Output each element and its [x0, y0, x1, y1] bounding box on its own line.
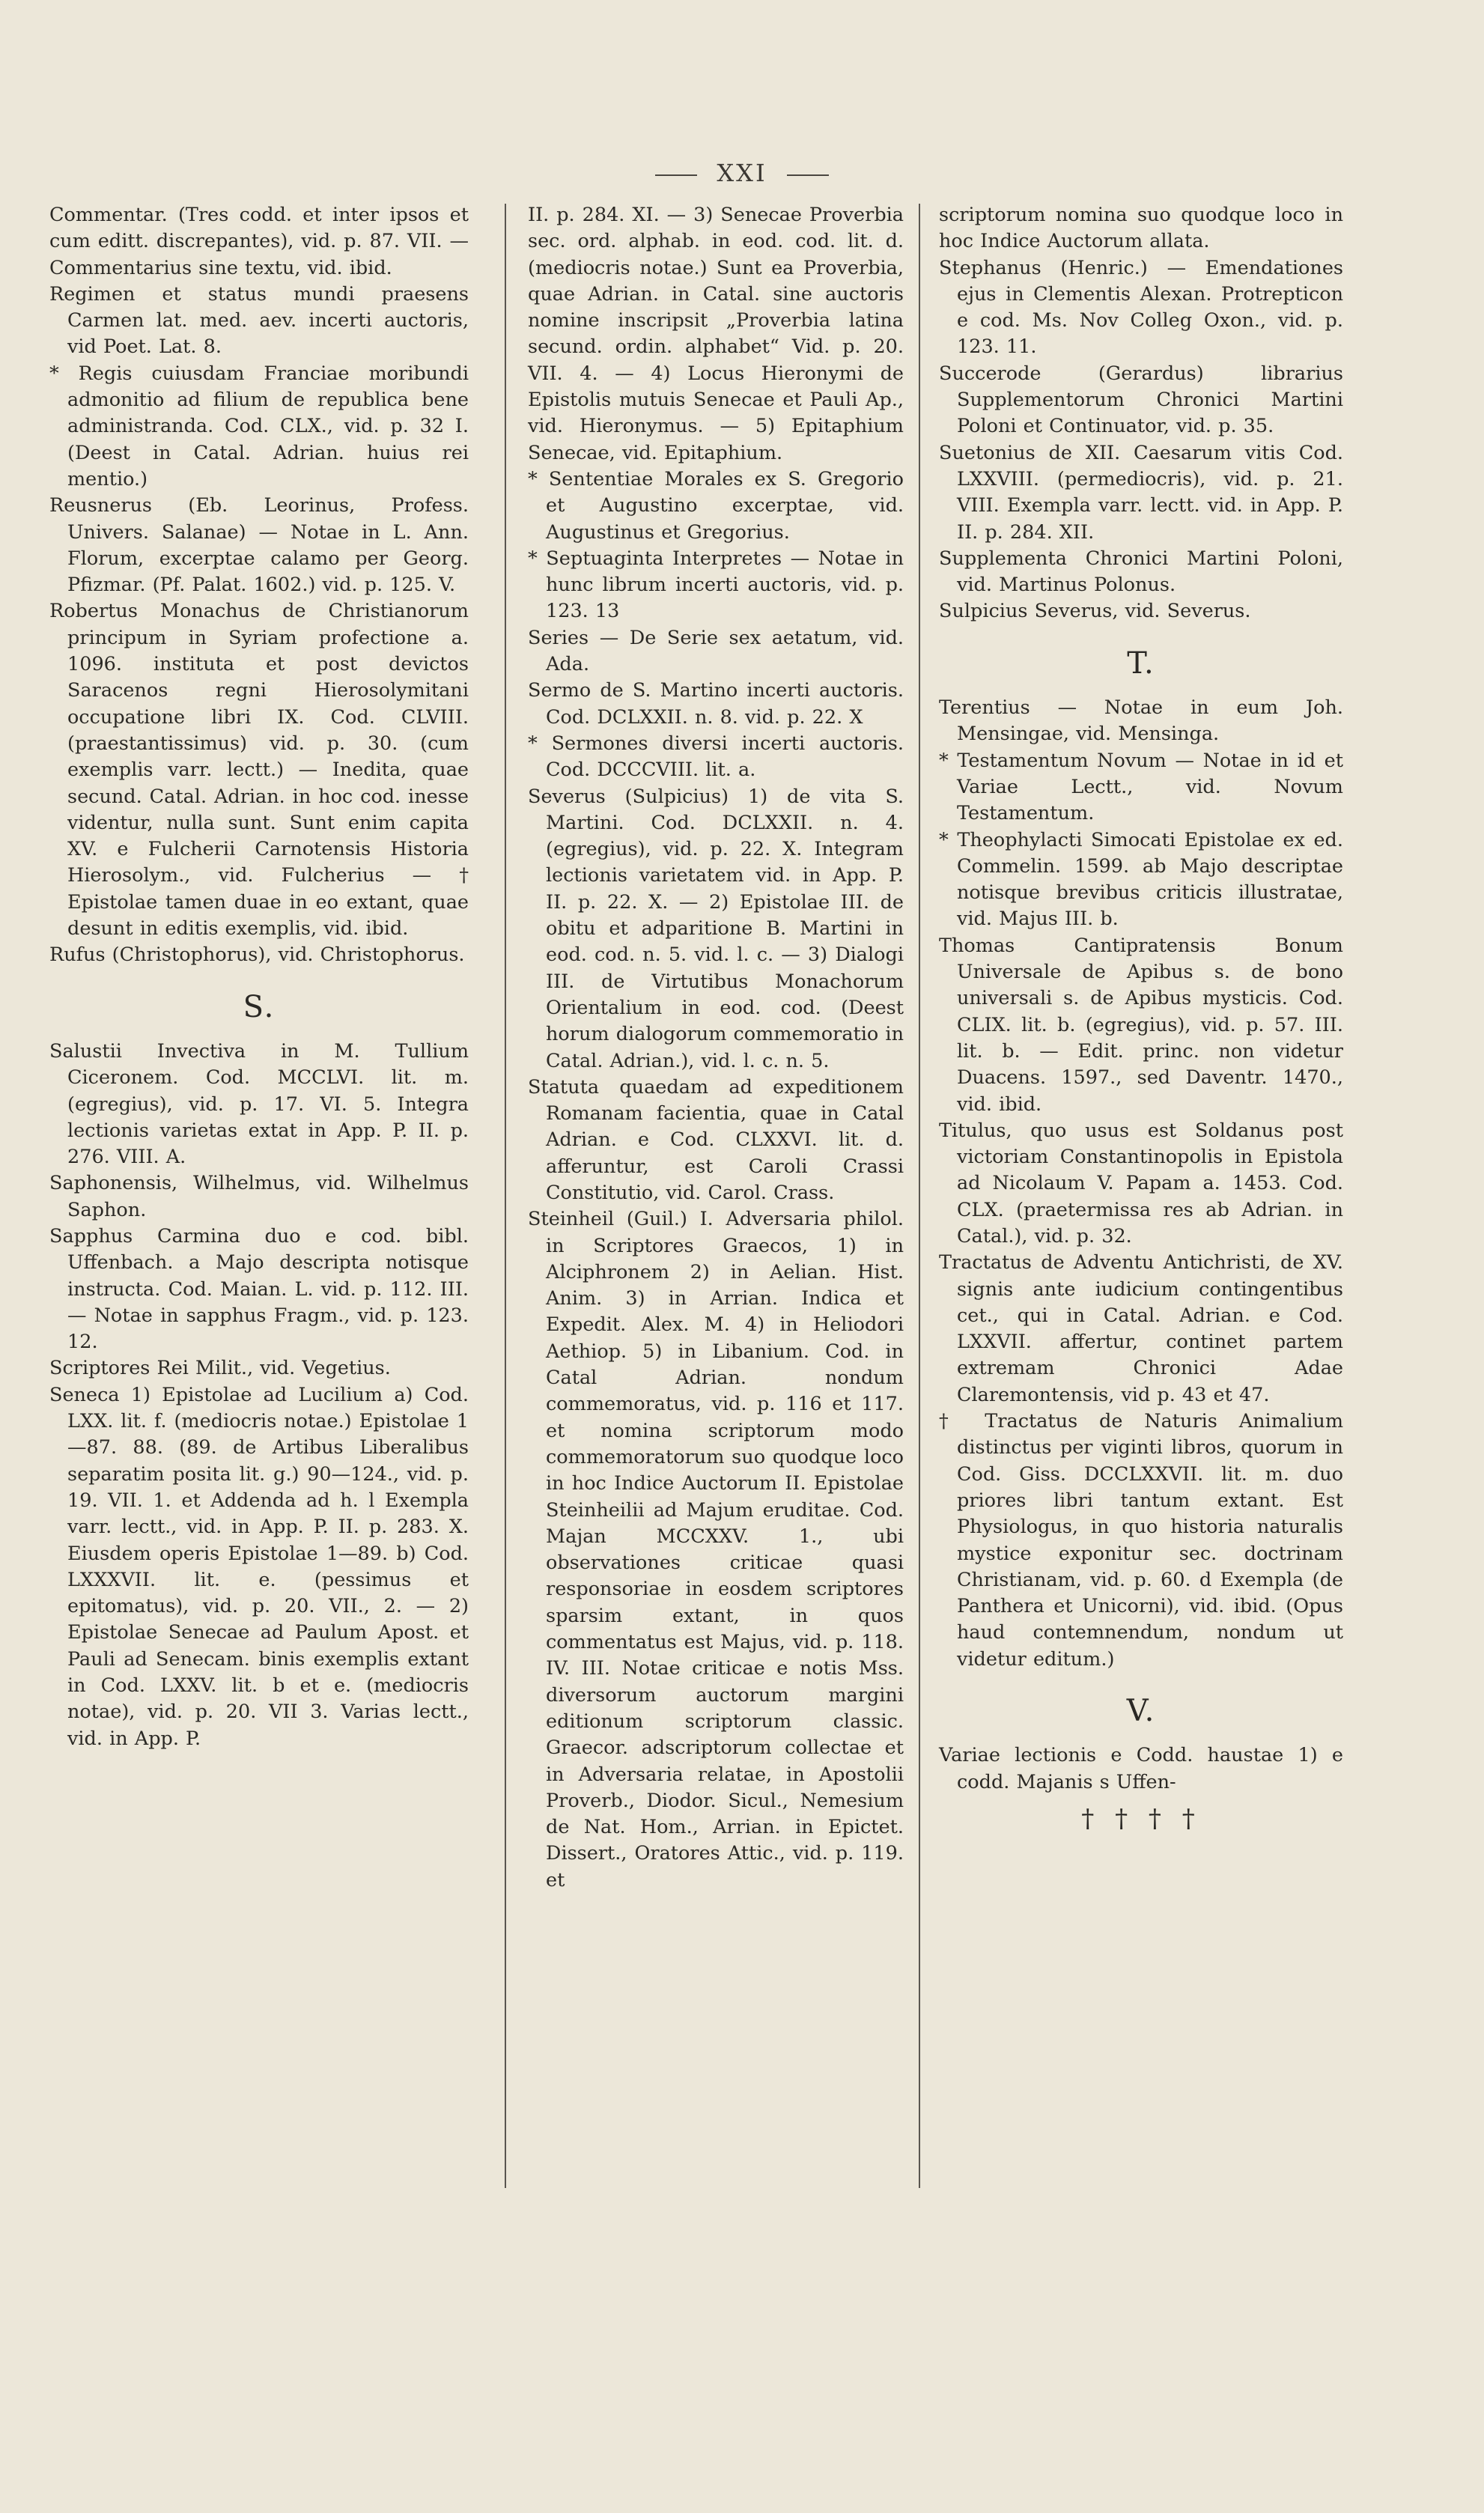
index-entry: Regimen et status mundi praesens Carmen lat. med. aev. incerti auctoris, vid Poet. Lat. 8. [49, 282, 469, 359]
index-entry: * Testamentum Novum — Notae in id et Variae Lectt., vid. Novum Testamentum. [939, 749, 1343, 825]
index-entry: Thomas Cantipratensis Bonum Universale de Apibus s. de bono universali s. de Apibus mysticis. Cod. CLIX. lit. b. (egregius), vid. p. 57. III. lit. b. — Edit. princ. non videtur Duacens. 1597., sed Daventr. 1470., vid. ibid. [939, 934, 1343, 1116]
header-dash-right [787, 174, 829, 176]
index-entry: Severus (Sulpicius) 1) de vita S. Martini. Cod. DCLXXII. n. 4. (egregius), vid. p. 22. X. Integram lectionis varietatem vid. in App. P. II. p. 22. X. — 2) Epistolae III. de obitu et adparitione B. Martini in eod. cod. n. 5. vid. l. c. — 3) Dialogi III. de Virtutibus Monachorum Orientalium in eod. cod. (Deest horum dialogorum commemoratio in Catal. Adrian.), vid. l. c. n. 5. [528, 785, 904, 1072]
index-entry: Sermo de S. Martino incerti auctoris. Cod. DCLXXII. n. 8. vid. p. 22. X [528, 679, 904, 729]
index-entry: Statuta quaedam ad expeditionem Romanam facientia, quae in Catal Adrian. e Cod. CLXXVI. lit. d. afferuntur, est Caroli Crassi Constitutio, vid. Carol. Crass. [528, 1075, 904, 1204]
index-entry: Rufus (Christophorus), vid. Christophorus. [49, 943, 465, 967]
index-entry: Sapphus Carmina duo e cod. bibl. Uffenbach. a Majo descripta notisque instructa. Cod. Maian. L. vid. p. 112. III. — Notae in sapphus Fragm., vid. p. 123. 12. [49, 1224, 469, 1354]
index-entry: * Sententiae Morales ex S. Gregorio et Augustino excerptae, vid. Augustinus et Gregorius. [528, 467, 904, 544]
index-entry: Variae lectionis e Codd. haustae 1) e codd. Majanis s Uffen- [939, 1744, 1343, 1793]
column-3 [939, 202, 1343, 1832]
index-entry: Reusnerus (Eb. Leorinus, Profess. Univers. Salanae) — Notae in L. Ann. Florum, excerptae calamo per Georg. Pfizmar. (Pf. Palat. 1602.) vid. p. 125. V. [49, 494, 469, 597]
index-entry: Titulus, quo usus est Soldanus post victoriam Constantinopolis in Epistola ad Nicolaum V. Papam a. 1453. Cod. CLX. (praetermissa res ab Adrian. in Catal.), vid. p. 32. [939, 1119, 1343, 1248]
index-entry: Sulpicius Severus, vid. Severus. [939, 600, 1251, 623]
index-entry: * Theophylacti Simocati Epistolae ex ed. Commelin. 1599. ab Majo descriptae notisque brevibus criticis illustratae, vid. Majus III. b. [939, 828, 1343, 931]
index-entry: Commentar. (Tres codd. et inter ipsos et cum editt. discrepantes), vid. p. 87. VII. — Commentarius sine textu, vid. ibid. [49, 204, 469, 279]
index-entry: II. p. 284. XI. — 3) Senecae Proverbia sec. ord. alphab. in eod. cod. lit. d. (mediocris notae.) Sunt ea Proverbia, quae Adrian. in Catal. sine auctoris nomine inscripsit „Proverbia latina secund. ordin. alphabet“ Vid. p. 20. VII. 4. — 4) Locus Hieronymi de Epistolis mutuis Senecae et Pauli Ap., vid. Hieronymus. — 5) Epitaphium Senecae, vid. Epitaphium. [528, 204, 904, 464]
index-entry: Scriptores Rei Milit., vid. Vegetius. [49, 1357, 391, 1380]
index-entry: Seneca 1) Epistolae ad Lucilium a) Cod. LXX. lit. f. (mediocris notae.) Epistolae 1—87. 88. (89. de Artibus Liberalibus separatim posita lit. g.) 90—124., vid. p. 19. VII. 1. et Addenda ad h. l Exempla varr. lectt., vid. in App. P. II. p. 283. X. Eiusdem operis Epistolae 1—89. b) Cod. LXXXVII. lit. e. (pessimus et epitomatus), vid. p. 20. VII., 2. — 2) Epistolae Senecae ad Paulum Apost. et Pauli ad Senecam. binis exemplis extant in Cod. LXXV. lit. b et e. (mediocris notae), vid. p. 20. VII 3. Varias lectt., vid. in App. P. [49, 1383, 469, 1750]
column-rule-1 [505, 204, 506, 2188]
index-entry: Series — De Serie sex aetatum, vid. Ada. [528, 626, 904, 676]
closing-crosses: † † † † [1081, 1803, 1201, 1834]
index-entry: Suetonius de XII. Caesarum vitis Cod. LXXVIII. (permediocris), vid. p. 21. VIII. Exempla varr. lectt. vid. in App. P. II. p. 284. XII. [939, 441, 1343, 544]
page-number: XXI [717, 159, 767, 187]
index-entry: † Tractatus de Naturis Animalium distinctus per viginti libros, quorum in Cod. Giss. DCCLXXVII. lit. m. duo priores libri tantum extant. Est Physiologus, in quo historia naturalis mystice exponitur sec. doctrinam Christianam, vid. p. 60. d Exempla (de Panthera et Unicorni), vid. ibid. (Opus haud contemnendum, nondum ut videtur editum.) [939, 1410, 1343, 1671]
index-entry: Succerode (Gerardus) librarius Supplementorum Chronici Martini Poloni et Continuator, vid. p. 35. [939, 362, 1343, 438]
index-entry: * Sermones diversi incerti auctoris. Cod. DCCCVIII. lit. a. [528, 732, 904, 782]
column-1 [49, 202, 469, 1752]
index-entry: Steinheil (Guil.) I. Adversaria philol. in Scriptores Graecos, 1) in Alciphronem 2) in Aelian. Hist. Anim. 3) in Arrian. Indica et Expedit. Alex. M. 4) in Heliodori Aethiop. 5) in Libanium. Cod. in Catal Adrian. nondum commemoratus, vid. p. 116 et 117. et nomina scriptorum modo commemoratorum suo quodque loco in hoc Indice Auctorum II. Epistolae Steinheilii ad Majum eruditae. Cod. Majan MCCXXV. 1., ubi observationes criticae quasi responsoriae in eosdem scriptores sparsim extant, in quos commentatus est Majus, vid. p. 118. IV. III. Notae criticae e notis Mss. diversorum auctorum margini editionum scriptorum classic. Graecor. adscriptorum collectae et in Adversaria relatae, in Apostolii Proverb., Diodor. Sicul., Nemesium de Nat. Hom., Arrian. in Epictet. Dissert., Oratores Attic., vid. p. 119. et [528, 1208, 904, 1891]
section-letter-s: S. [243, 989, 276, 1024]
section-letter-v: V. [1126, 1694, 1156, 1729]
index-entry: Stephanus (Henric.) — Emendationes ejus in Clementis Alexan. Protrepticon e cod. Ms. Nov Colleg Oxon., vid. p. 123. 11. [939, 256, 1343, 359]
index-entry: scriptorum nomina suo quodque loco in hoc Indice Auctorum allata. [939, 204, 1343, 253]
index-entry: Salustii Invectiva in M. Tullium Ciceronem. Cod. MCCLVI. lit. m. (egregius), vid. p. 17. VI. 5. Integra lectionis varietas extat in App. P. II. p. 276. VIII. A. [49, 1039, 469, 1169]
section-letter-t: T. [1127, 645, 1155, 681]
header-dash-left [655, 174, 697, 176]
index-entry: Tractatus de Adventu Antichristi, de XV. signis ante iudicium contingentibus cet., qui in Catal. Adrian. e Cod. LXXVII. affertur, continet partem extremam Chronici Adae Claremontensis, vid p. 43 et 47. [939, 1251, 1343, 1406]
index-entry: Robertus Monachus de Christianorum principum in Syriam profectione a. 1096. instituta et post devictos Saracenos regni Hierosolymitani occupatione libri IX. Cod. CLVIII. (praestantissimus) vid. p. 30. (cum exemplis varr. lectt.) — Inedita, quae secund. Catal. Adrian. in hoc cod. inesse videntur, nulla sunt. Sunt enim capita XV. e Fulcherii Carnotensis Historia Hierosolym., vid. Fulcherius — † Epistolae tamen duae in eo extant, quae desunt in editis exemplis, vid. ibid. [49, 600, 469, 941]
page-header [0, 159, 1484, 187]
index-entry: * Regis cuiusdam Franciae moribundi admonitio ad filium de republica bene administranda. Cod. CLX., vid. p. 32 I. (Deest in Catal. Adrian. huius rei mentio.) [49, 362, 469, 490]
index-entry: Terentius — Notae in eum Joh. Mensingae, vid. Mensinga. [939, 696, 1343, 746]
column-rule-2 [919, 204, 920, 2188]
index-entry: * Septuaginta Interpretes — Notae in hunc librum incerti auctoris, vid. p. 123. 13 [528, 547, 904, 623]
column-2 [528, 202, 904, 1894]
index-entry: Saphonensis, Wilhelmus, vid. Wilhelmus Saphon. [49, 1172, 469, 1221]
index-entry: Supplementa Chronici Martini Poloni, vid. Martinus Polonus. [939, 547, 1343, 597]
